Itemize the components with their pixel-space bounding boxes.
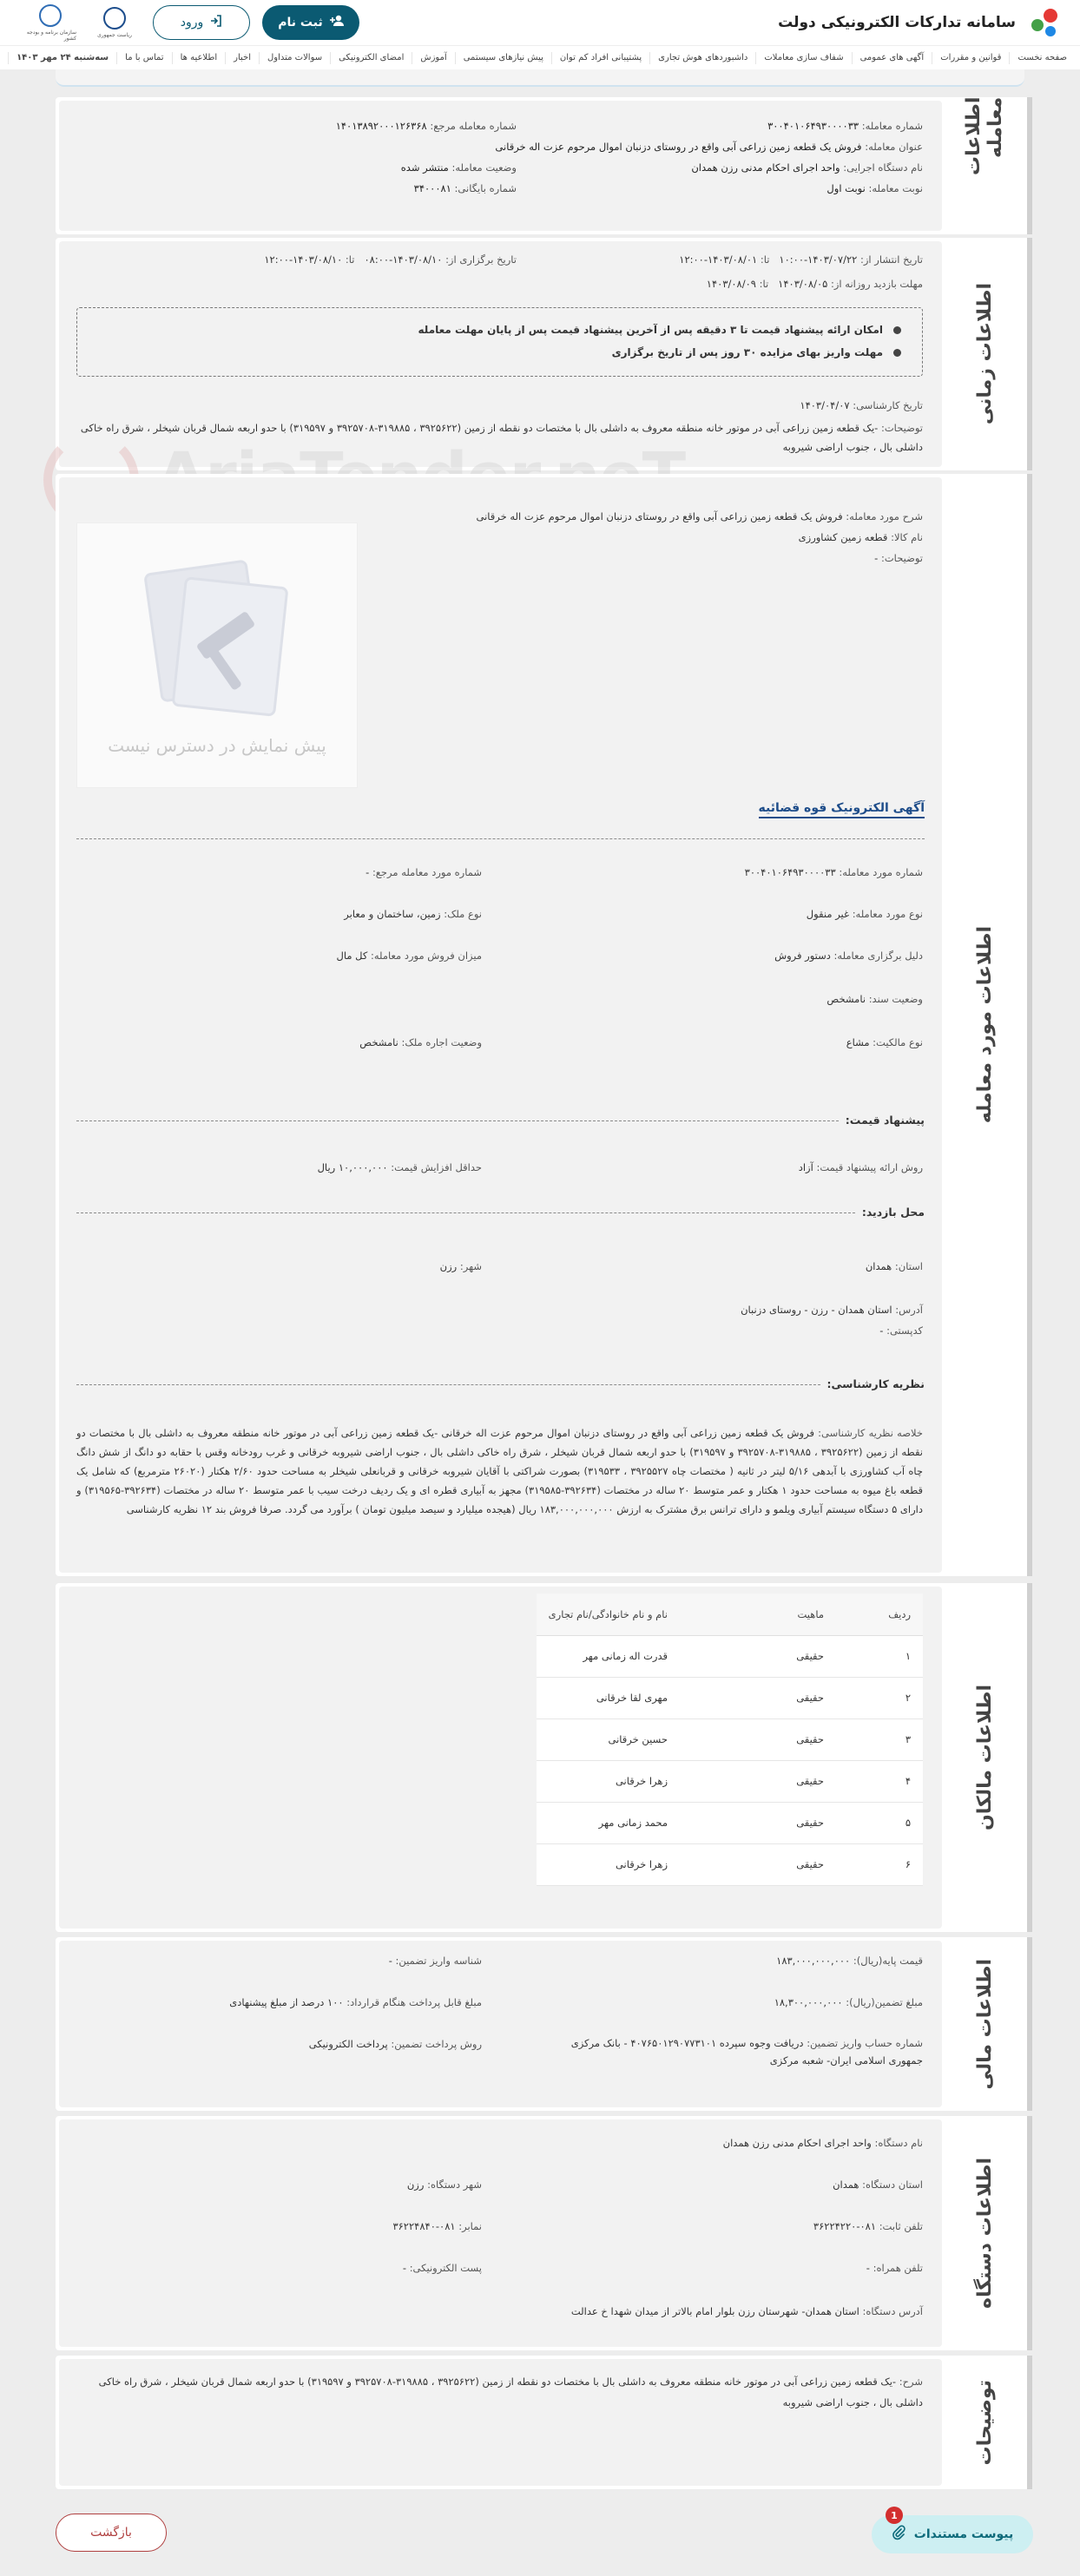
price-heading: پیشنهاد قیمت:: [845, 1114, 925, 1127]
login-button[interactable]: [153, 5, 250, 40]
attachments-label: پیوست مستندات: [913, 2527, 1014, 2541]
column-header: نام و نام خانوادگی/نام تجاری: [537, 1594, 680, 1635]
add-user-icon: [330, 15, 344, 30]
visit-from: ۱۴۰۳/۰۸/۰۵: [778, 278, 828, 290]
deal-number: ۳۰۰۴۰۱۰۶۴۹۳۰۰۰۰۳۳: [767, 120, 859, 132]
register-button[interactable]: [262, 5, 359, 40]
paperclip-icon: [892, 2525, 905, 2544]
publish-to: ۱۴۰۳/۰۸/۰۱-۱۲:۰۰: [679, 253, 758, 266]
guarantee-id: -: [388, 1955, 392, 1967]
brand[interactable]: [778, 5, 1061, 40]
image-unavailable-text: پیش نمایش در دسترس نیست: [108, 735, 326, 756]
nav-prerequisites[interactable]: پیش نیازهای سیستمی: [455, 52, 551, 64]
ref-deal-number: ۱۴۰۱۳۸۹۲۰۰۰۱۲۶۳۶۸: [335, 120, 427, 132]
item-info-section: اطلاعات مورد معامله شرح مورد معامله: فروش یک قطعه زمین زراعی آبی واقع در روستای دزنبان اموال مرحوم عزت اله خرقانی نام کالا: قطعه زمین کشاورزی توضیحات: - پیش نمایش در دسترس نیست آگهی الکترونیک قوه قضائیه شماره مورد معامله: ۳۰۰۴۰۱۰۶۴۹۳۰۰۰۰۳۳ شماره مورد معامله مرجع: - نوع مورد معامله: غیر منقول نوع ملک: زمین، ساختمان و معابر دلیل برگزاری معامله: دستور فروش میزان فروش مورد معامله: کل مال وضعیت سند: نامشخص نوع مالکیت: مشاع وضعیت اجاره ملک: نامشخص پیشنهاد قیمت: روش ارائه پیشنهاد قیمت: آزاد حداقل افزایش قیمت: ۱۰,۰۰۰,۰۰۰ ریال محل بازدید: استان: همدان شهر: رزن آدرس: استان همدان - رزن - روستای دزنبان کدپستی: - نظریه کارشناسی: خلاصه نظریه کارشناسی: فروش یک قطعه زمین زراعی آبی واقع در روستای دزنبان اموال مرحوم عزت اله خرقانی -یک قطعه زمین زراعی آبی در موتور خانه منطقه معروف به داشلی بال با مختصات دو نقطه از زمین (۳۹۲۵۶۲۲ ، ۳۱۹۸۸۵-۳۹۲۵۷۰۸ و ۳۱۹۵۹۷) با حدو اربعه شمال قربان شیخلر ، شرق راه خاکی داشلی بال ، جنوب اراضی شیروبه خرقانی و غرب رودخانه وقس با حقابه دو دانگ از شش دانگ چاه آب کشاورزی با آبدهی ۵/۱۶ لیتر در ثانیه ( مختصات چاه ۳۹۲۵۵۲۷ ، ۳۱۹۵۳۳) بصورت شراکتی با آقایان شیروبه خرقانی و قربانعلی شیخلر به مساحت حدود ۲/۶۰ هکتار (۲۶۰۲۰ مترمربع) که شامل یک قطعه باغ میوه به مساحت حدود ۱ هکتار و عمر متوسط ۲۰ ساله در مختصات (۳۹۲۶۳۴-۳۱۹۵۸۵) مجهز به آبیاری قطره ای و یک ردیف درخت سیب با عمر متوسط ۲۰ ساله در مختصات (۳۹۲۶۳۴-۳۱۹۵۶۵) و دارای ۵ دستگاه سیستم آبیاری ویلمو و دارای ترانس برق مشترک به ارزش ۱۸۳,۰۰۰,۰۰۰,۰۰۰ ریال (هیجده میلیارد و سیصد میلیون تومان ) برآورد می گردد. صرفا فروش بند ۱۲ نظریه کارشناسی: [56, 474, 1032, 1576]
publish-from: ۱۴۰۳/۰۷/۲۲-۱۰:۰۰: [779, 253, 858, 266]
expert-date: ۱۴۰۳/۰۴/۰۷: [800, 399, 850, 411]
nav-training[interactable]: آموزش: [412, 52, 454, 64]
login-icon: [210, 15, 222, 30]
base-price: ۱۸۳,۰۰۰,۰۰۰,۰۰۰: [776, 1955, 851, 1967]
register-label: ثبت نام: [278, 16, 323, 30]
expert-opinion-text: فروش یک قطعه زمین زراعی آبی واقع در روستای دزنبان اموال مرحوم عزت اله خرقانی -یک قطعه زمین زراعی آبی در موتور خانه منطقه معروف به داشلی بال با مختصات دو نقطه از زمین (۳۹۲۵۶۲۲ ، ۳۱۹۸۸۵-۳۹۲۵۷۰۸ و ۳۱۹۵۹۷) با حدو اربعه شمال قربان شیخلر ، شرق راه خاکی داشلی بال ، جنوب اراضی شیروبه خرقانی و غرب رودخانه وقس با حقابه دو دانگ از شش دانگ چاه آب کشاورزی با آبدهی ۵/۱۶ لیتر در ثانیه ( مختصات چاه ۳۹۲۵۵۲۷ ، ۳۱۹۵۳۳) بصورت شراکتی با آقایان شیروبه خرقانی و قربانعلی شیخلر به مساحت حدود ۲/۶۰ هکتار (۲۶۰۲۰ مترمربع) که شامل یک قطعه باغ میوه به مساحت حدود ۱ هکتار و عمر متوسط ۲۰ ساله در مختصات (۳۹۲۶۳۴-۳۱۹۵۸۵) مجهز به آبیاری قطره ای و یک ردیف درخت سیب با عمر متوسط ۲۰ ساله در مختصات (۳۹۲۶۳۴-۳۱۹۵۶۵) و دارای ۵ دستگاه سیستم آبیاری ویلمو و دارای ترانس برق مشترک به ارزش ۱۸۳,۰۰۰,۰۰۰,۰۰۰ ریال (هیجده میلیارد و سیصد میلیون تومان ) برآورد می گردد. صرفا فروش بند ۱۲ نظریه کارشناسی: [76, 1427, 924, 1515]
nav-e-signature[interactable]: امضای الکترونیکی: [330, 52, 412, 64]
nav-faq[interactable]: سوالات متداول: [259, 52, 330, 64]
main-nav: [0, 45, 1080, 69]
section-title: اطلاعات زمانی: [942, 238, 1032, 470]
time-notes-box: [76, 307, 923, 377]
time-description: -یک قطعه زمین زراعی آبی در موتور خانه منطقه معروف به داشلی بال با مختصات دو نقطه از زمین (۳۹۲۵۶۲۲ ، ۳۱۹۸۸۵-۳۹۲۵۷۰۸ و ۳۱۹۵۹۷) با حدو اربعه شمال قربان شیخلر ، شرق راه خاکی داشلی بال ، جنوب اراضی شیروبه: [80, 422, 923, 453]
org-city: رزن: [406, 2178, 425, 2191]
attachments-button[interactable]: [872, 2509, 1033, 2553]
table-row: ۴ حقیقی زهرا خرقانی: [537, 1760, 923, 1802]
setad-logo-icon: [1026, 5, 1061, 40]
table-header-row: [537, 1594, 923, 1635]
section-title: اطلاعات مالی: [942, 1937, 1032, 2111]
bid-method: آزاد: [798, 1161, 813, 1173]
owners-table: [537, 1594, 923, 1886]
site-title: سامانه تدارکات الکترونیکی دولت: [778, 14, 1016, 31]
site-header: [0, 0, 1080, 45]
expert-opinion-heading: نظریه کارشناسی:: [826, 1377, 925, 1390]
visit-address: استان همدان - رزن - روستای دزنبان: [741, 1304, 892, 1316]
owners-section: [56, 1583, 1032, 1932]
nav-public-ads[interactable]: آگهی های عمومی: [852, 52, 932, 64]
table-row: ۵ حقیقی محمد زمانی مهر: [537, 1802, 923, 1843]
nav-announcements[interactable]: اطلاعیه ها: [172, 52, 226, 64]
executing-org: واحد اجرای احکام مدنی رزن همدان: [691, 161, 840, 174]
section-title: اطلاعات مورد معامله: [942, 474, 1032, 1576]
lease-status: نامشخص: [359, 1036, 398, 1048]
visit-province: همدان: [865, 1260, 892, 1272]
gavel-document-icon: [135, 557, 300, 722]
visit-postal-code: -: [879, 1324, 884, 1337]
section-title: اطلاعات دستگاه: [942, 2116, 1032, 2350]
visit-location-heading: محل بازدید:: [861, 1206, 925, 1219]
nav-laws[interactable]: قوانین و مقررات: [932, 52, 1009, 64]
time-info-section: اطلاعات زمانی تاریخ انتشار از: ۱۴۰۳/۰۷/۲۲-۱۰:۰۰ تا: ۱۴۰۳/۰۸/۰۱-۱۲:۰۰ تاریخ برگزاری از: ۱۴۰۳/۰۸/۱۰-۰۸:۰۰ تا: ۱۴۰۳/۰۸/۱۰-۱۲:۰۰ مهلت بازدید روزانه از: ۱۴۰۳/۰۸/۰۵ تا: ۱۴۰۳/۰۸/۰۹ امکان ارائه پیشنهاد قیمت تا ۳ دقیقه پس از آخرین پیشنهاد قیمت پس از پایان مهلت معامله مهلت واریز بهای مزایده ۳۰ روز پس از تاریخ برگزاری تاریخ کارشناسی: ۱۴۰۳/۰۴/۰۷ توضیحات: -یک قطعه زمین زراعی آبی در موتور خانه منطقه معروف به داشلی بال با مختصات دو نقطه از زمین (۳۹۲۵۶۲۲ ، ۳۱۹۸۸۵-۳۹۲۵۷۰۸ و ۳۱۹۵۹۷) با حدو اربعه شمال قربان شیخلر ، شرق راه خاکی داشلی بال ، جنوب اراضی شیروبه: [56, 238, 1032, 470]
item-description: فروش یک قطعه زمین زراعی آبی واقع در روستای دزنبان اموال مرحوم عزت اله خرقانی: [476, 510, 843, 522]
section-title: اطلاعات معامله: [942, 97, 1032, 234]
image-preview[interactable]: [76, 522, 358, 788]
description-text: -یک قطعه زمین زراعی آبی در موتور خانه منطقه معروف به داشلی بال با مختصات دو نقطه از زمین (۳۹۲۵۶۲۲ ، ۳۱۹۸۸۵-۳۹۲۵۷۰۸ و ۳۱۹۵۹۷) با حدو اربعه شمال قربان شیخلر ، شرق راه خاکی داشلی بال ، جنوب اراضی شیروبه: [98, 2376, 923, 2408]
org-province: همدان: [833, 2178, 859, 2191]
org-fax: ۰۸۱-۳۶۲۲۴۸۴۰: [392, 2220, 456, 2232]
property-type: زمین، ساختمان و معابر: [344, 908, 441, 920]
guarantee-account: دریافت وجوه سپرده ۴۰۷۶۵۰۱۲۹۰۷۷۳۱۰۱ - بانک مرکزی جمهوری اسلامی ایران- شعبه مرکزی: [570, 2037, 923, 2067]
attachments-count-badge: 1: [886, 2507, 903, 2524]
item-notes: -: [874, 552, 879, 564]
deal-status: منتشر شده: [400, 161, 449, 174]
table-row: ۲ حقیقی مهری لقا خرقانی: [537, 1677, 923, 1718]
table-row: ۶ حقیقی زهرا خرقانی: [537, 1843, 923, 1885]
nav-bi-dashboards[interactable]: داشبوردهای هوش تجاری: [649, 52, 755, 64]
finance-section: اطلاعات مالی قیمت پایه(ریال): ۱۸۳,۰۰۰,۰۰۰,۰۰۰ شناسه واریز تضمین: - مبلغ تضمین(ریال): ۱۸,۳۰۰,۰۰۰,۰۰۰ مبلغ قابل پرداخت هنگام قرارداد: ۱۰۰ درصد از مبلغ پیشنهادی شماره حساب واریز تضمین: دریافت وجوه سپرده ۴۰۷۶۵۰۱۲۹۰۷۷۳۱۰۱ - بانک مرکزی جمهوری اسلامی ایران- شعبه مرکزی روش پرداخت تضمین: پرداخت الکترونیکی: [56, 1937, 1032, 2111]
table-row: ۱ حقیقی قدرت اله زمانی مهر: [537, 1635, 923, 1677]
table-row: ۳ حقیقی حسین خرقانی: [537, 1718, 923, 1760]
document-status: نامشخص: [826, 993, 866, 1005]
section-title: توضیحات: [942, 2356, 1032, 2489]
ownership-type: مشاع: [846, 1036, 870, 1048]
org-phone: ۰۸۱-۳۶۲۲۴۲۲۰: [813, 2220, 877, 2232]
column-header: ردیف: [836, 1594, 923, 1635]
guarantee-pay-method: پرداخت الکترونیکی: [308, 2038, 388, 2050]
deal-turn: نوبت اول: [826, 182, 866, 194]
guarantee-amount: ۱۸,۳۰۰,۰۰۰,۰۰۰: [774, 1996, 843, 2008]
emblem-icon: [39, 4, 62, 27]
judiciary-ad-link[interactable]: آگهی الکترونیک قوه قضائیه: [759, 801, 925, 818]
good-name: قطعه زمین کشاورزی: [798, 531, 888, 543]
item-type: غیر منقول: [806, 908, 850, 920]
item-number: ۳۰۰۴۰۱۰۶۴۹۳۰۰۰۰۳۳: [744, 866, 836, 878]
login-label: ورود: [180, 16, 204, 30]
nav-news[interactable]: اخبار: [225, 52, 259, 64]
top-strip: [56, 69, 1024, 87]
org-info-section: اطلاعات دستگاه نام دستگاه: واحد اجرای احکام مدنی رزن همدان استان دستگاه: همدان شهر دستگاه: رزن تلفن ثابت: ۰۸۱-۳۶۲۲۴۲۲۰ نمابر: ۰۸۱-۳۶۲۲۴۸۴۰ تلفن همراه: - پست الکترونیکی: - آدرس دستگاه: استان همدان- شهرستان رزن بلوار امام بالاتر از میدان شهدا خ عدالت: [56, 2116, 1032, 2350]
nav-home[interactable]: صفحه نخست: [1009, 52, 1075, 64]
hold-from: ۱۴۰۳/۰۸/۱۰-۰۸:۰۰: [364, 253, 443, 266]
nav-contact[interactable]: تماس با ما: [116, 52, 171, 64]
section-title: اطلاعات مالکان: [942, 1583, 1032, 1932]
org-name: واحد اجرای احکام مدنی رزن همدان: [722, 2137, 872, 2149]
current-date: سه‌شنبه ۲۴ مهر ۱۴۰۳: [8, 52, 116, 64]
org-email: -: [402, 2262, 407, 2274]
archive-number: ۳۴۰۰۰۸۱: [413, 182, 451, 194]
visit-city: رزن: [439, 1260, 458, 1272]
deal-subject: فروش یک قطعه زمین زراعی آبی واقع در روستای دزنبان اموال مرحوم عزت اله خرقانی: [495, 141, 862, 153]
description-section: توضیحات شرح: -یک قطعه زمین زراعی آبی در موتور خانه منطقه معروف به داشلی بال با مختصات دو نقطه از زمین (۳۹۲۵۶۲۲ ، ۳۱۹۸۸۵-۳۹۲۵۷۰۸ و ۳۱۹۵۹۷) با حدو اربعه شمال قربان شیخلر ، شرق راه خاکی داشلی بال ، جنوب اراضی شیروبه: [56, 2356, 1032, 2489]
ref-item-number: -: [365, 866, 370, 878]
deal-info-section: اطلاعات معامله شماره معامله: ۳۰۰۴۰۱۰۶۴۹۳۰۰۰۰۳۳ شماره معامله مرجع: ۱۴۰۱۳۸۹۲۰۰۰۱۲۶۳۶۸ عنوان معامله: فروش یک قطعه زمین زراعی آبی واقع در روستای دزنبان اموال مرحوم عزت اله خرقانی نام دستگاه اجرایی: واحد اجرای احکام مدنی رزن همدان وضعیت معامله: منتشر شده نوبت معامله: نوبت اول شماره بایگانی: ۳۴۰۰۰۸۱: [56, 97, 1032, 234]
back-button[interactable]: بازگشت: [56, 2514, 167, 2552]
presidency-logo: ریاست جمهوری: [89, 3, 141, 43]
org-mobile: -: [866, 2262, 870, 2274]
nav-transparency[interactable]: شفاف سازی معاملات: [755, 52, 851, 64]
visit-to: ۱۴۰۳/۰۸/۰۹: [706, 278, 756, 290]
column-header: ماهیت: [680, 1594, 836, 1635]
nav-accessibility[interactable]: پشتیبانی افراد کم توان: [551, 52, 649, 64]
sale-amount: کل مال: [336, 950, 368, 962]
time-note: مهلت واریز بهای مزایده ۳۰ روز پس از تاریخ برگزاری: [77, 341, 901, 364]
hold-to: ۱۴۰۳/۰۸/۱۰-۱۲:۰۰: [264, 253, 343, 266]
sale-reason: دستور فروش: [774, 950, 831, 962]
min-increase: ۱۰,۰۰۰,۰۰۰ ریال: [317, 1161, 388, 1173]
org-address: استان همدان- شهرستان رزن بلوار امام بالاتر از میدان شهدا خ عدالت: [570, 2305, 859, 2317]
emblem-icon: [103, 7, 126, 30]
budget-org-logo: سازمان برنامه و بودجه کشور: [24, 3, 76, 43]
time-note: امکان ارائه پیشنهاد قیمت تا ۳ دقیقه پس از آخرین پیشنهاد قیمت پس از پایان مهلت معامله: [77, 319, 901, 341]
contract-payment: ۱۰۰ درصد از مبلغ پیشنهادی: [229, 1996, 344, 2008]
